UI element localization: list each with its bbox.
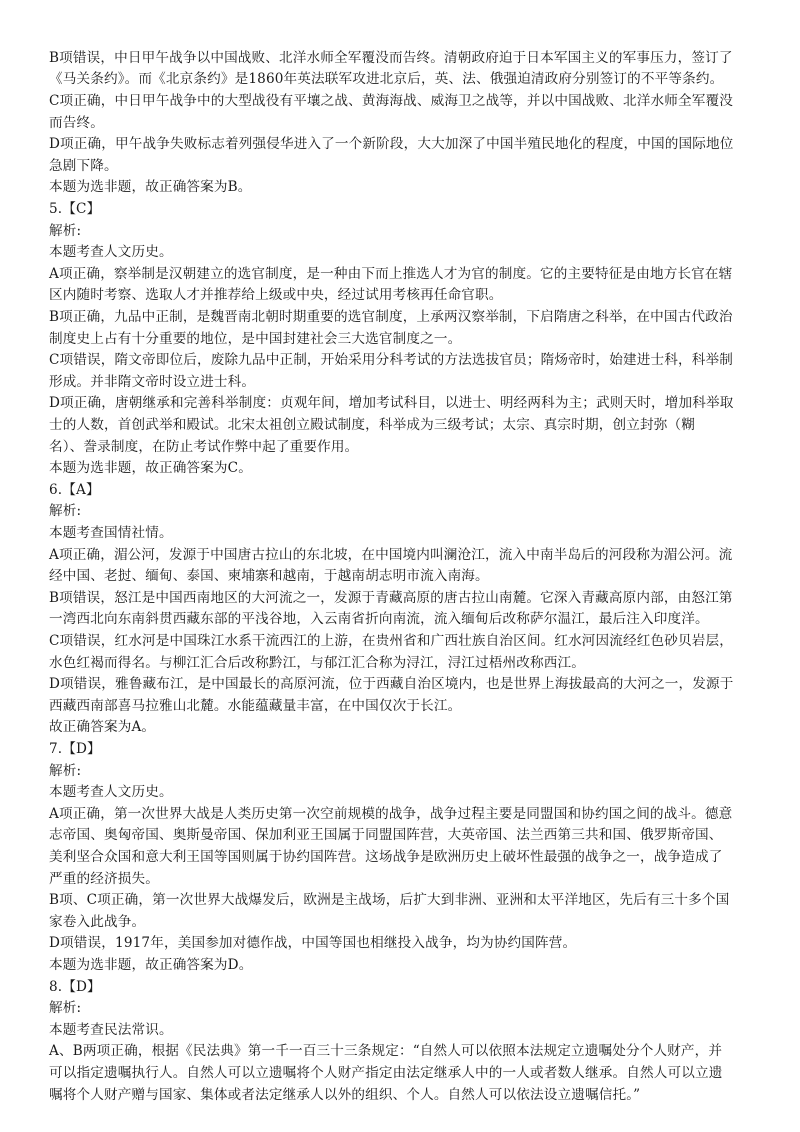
text-line: 一湾西北向东南斜贯西藏东部的平浅谷地，入云南省折向南流，流入缅甸后改称萨尔温江，最后注入印度洋。 [49,611,709,627]
text-line: 家卷入此战争。 [49,914,146,930]
analysis-label: 解析: [49,1000,82,1016]
text-line: 形成。并非隋文帝时设立进士科。 [49,374,256,390]
text-line: C项正确，中日甲午战争中的大型战役有平壤之战、黄海海战、威海卫之战等，并以中国战败、北洋水师全军覆没 [49,93,733,109]
text-line: D项正确，唐朝继承和完善科举制度：贞观年间，增加考试科目，以进士、明经两科为主；武则天时，增加科举取 [49,395,734,411]
text-line: 西藏西南部喜马拉雅山北麓。水能蕴藏量丰富，在中国仅次于长江。 [49,698,462,714]
text-line: 急剧下降。 [49,158,118,174]
text-line: 本题为选非题，故正确答案为D。 [49,957,253,973]
text-line: 本题考查民法常识。 [49,1022,173,1038]
text-line: 而告终。 [49,115,104,131]
text-line: A项正确，第一次世界大战是人类历史第一次空前规模的战争，战争过程主要是同盟国和协约国之间的战斗。德意 [49,806,733,822]
text-line: 本题为选非题，故正确答案为B。 [49,179,252,195]
text-line: B项、C项正确，第一次世界大战爆发后，欧洲是主战场，后扩大到非洲、亚洲和太平洋地区，先后有三十多个国 [49,892,730,908]
text-line: D项正确，甲午战争失败标志着列强侵华进入了一个新阶段，大大加深了中国半殖民地化的程度，中国的国际地位 [49,136,734,152]
text-line: C项错误，隋文帝即位后，废除九品中正制，开始采用分科考试的方法选拔官员；隋炀帝时，始建进士科，科举制 [49,352,733,368]
text-line: 区内随时考察、选取人才并推荐给上级或中央，经过试用考核再任命官职。 [49,287,503,303]
question-number: 8.【D】 [49,979,101,995]
text-line: D项错误，1917年，美国参加对德作战，中国等国也相继投入战争，均为协约国阵营。 [49,935,577,951]
text-line: 名）、誊录制度，在防止考试作弊中起了重要作用。 [49,439,359,455]
text-line: 严重的经济损失。 [49,871,159,887]
text-line: B项错误，中日甲午战争以中国战败、北洋水师全军覆没而告终。清朝政府迫于日本军国主义的军事压力，签订了 [49,50,733,66]
question-number: 5.【C】 [49,201,101,217]
text-line: B项正确，九品中正制，是魏晋南北朝时期重要的选官制度，上承两汉察举制，下启隋唐之科举，在中国古代政治 [49,309,733,325]
text-line: 水色红褐而得名。与柳江汇合后改称黔江，与郁江汇合称为浔江，浔江过梧州改称西江。 [49,655,586,671]
text-line: 故正确答案为A。 [49,719,156,735]
analysis-label: 解析: [49,763,82,779]
text-line: A项正确，察举制是汉朝建立的选官制度，是一种由下而上推选人才为官的制度。它的主要特征是由地方长官在辖 [49,266,733,282]
question-number: 6.【A】 [49,482,100,498]
text-line: 《马关条约》。而《北京条约》是1860年英法联军攻进北京后，英、法、俄强迫清政府分别签订的不平等条约。 [49,71,724,87]
analysis-label: 解析: [49,503,82,519]
text-line: D项错误，雅鲁藏布江，是中国最长的高原河流，位于西藏自治区境内，也是世界上海拔最高的大河之一，发源于 [49,676,734,692]
text-line: A、B两项正确，根据《民法典》第一千一百三十三条规定：“自然人可以依照本法规定立遗嘱处分个人财产，并 [49,1043,723,1059]
question-number: 7.【D】 [49,741,101,757]
text-line: 志帝国、奥匈帝国、奥斯曼帝国、保加利亚王国属于同盟国阵营，大英帝国、法兰西第三共和国、俄罗斯帝国、 [49,827,723,843]
text-line: A项正确，湄公河，发源于中国唐古拉山的东北坡，在中国境内叫澜沧江，流入中南半岛后的河段称为湄公河。流 [49,547,733,563]
text-line: 本题考查人文历史。 [49,244,173,260]
text-line: 经中国、老挝、缅甸、泰国、柬埔寨和越南，于越南胡志明市流入南海。 [49,568,489,584]
text-line: 本题考查国情社情。 [49,525,173,541]
text-line: 美利坚合众国和意大利王国等国则属于协约国阵营。这场战争是欧洲历史上破坏性最强的战争之一，战争造成了 [49,849,723,865]
text-line: 本题为选非题，故正确答案为C。 [49,460,252,476]
analysis-label: 解析: [49,223,82,239]
text-line: 士的人数，首创武举和殿试。北宋太祖创立殿试制度，科举成为三级考试；太宗、真宗时期，创立封弥（糊 [49,417,695,433]
text-line: 嘱将个人财产赠与国家、集体或者法定继承人以外的组织、个人。自然人可以依法设立遗嘱信托。” [49,1087,641,1103]
text-line: C项错误，红水河是中国珠江水系干流西江的上游，在贵州省和广西壮族自治区间。红水河因流经红色砂贝岩层， [49,633,733,649]
text-line: 可以指定遗嘱执行人。自然人可以立遗嘱将个人财产指定由法定继承人中的一人或者数人继承。自然人可以立遗 [49,1065,723,1081]
text-line: B项错误，怒江是中国西南地区的大河流之一，发源于青藏高原的唐古拉山南麓。它深入青藏高原内部，由怒江第 [49,590,733,606]
text-line: 制度史上占有十分重要的地位，是中国封建社会三大选官制度之一。 [49,331,462,347]
text-line: 本题考查人文历史。 [49,784,173,800]
